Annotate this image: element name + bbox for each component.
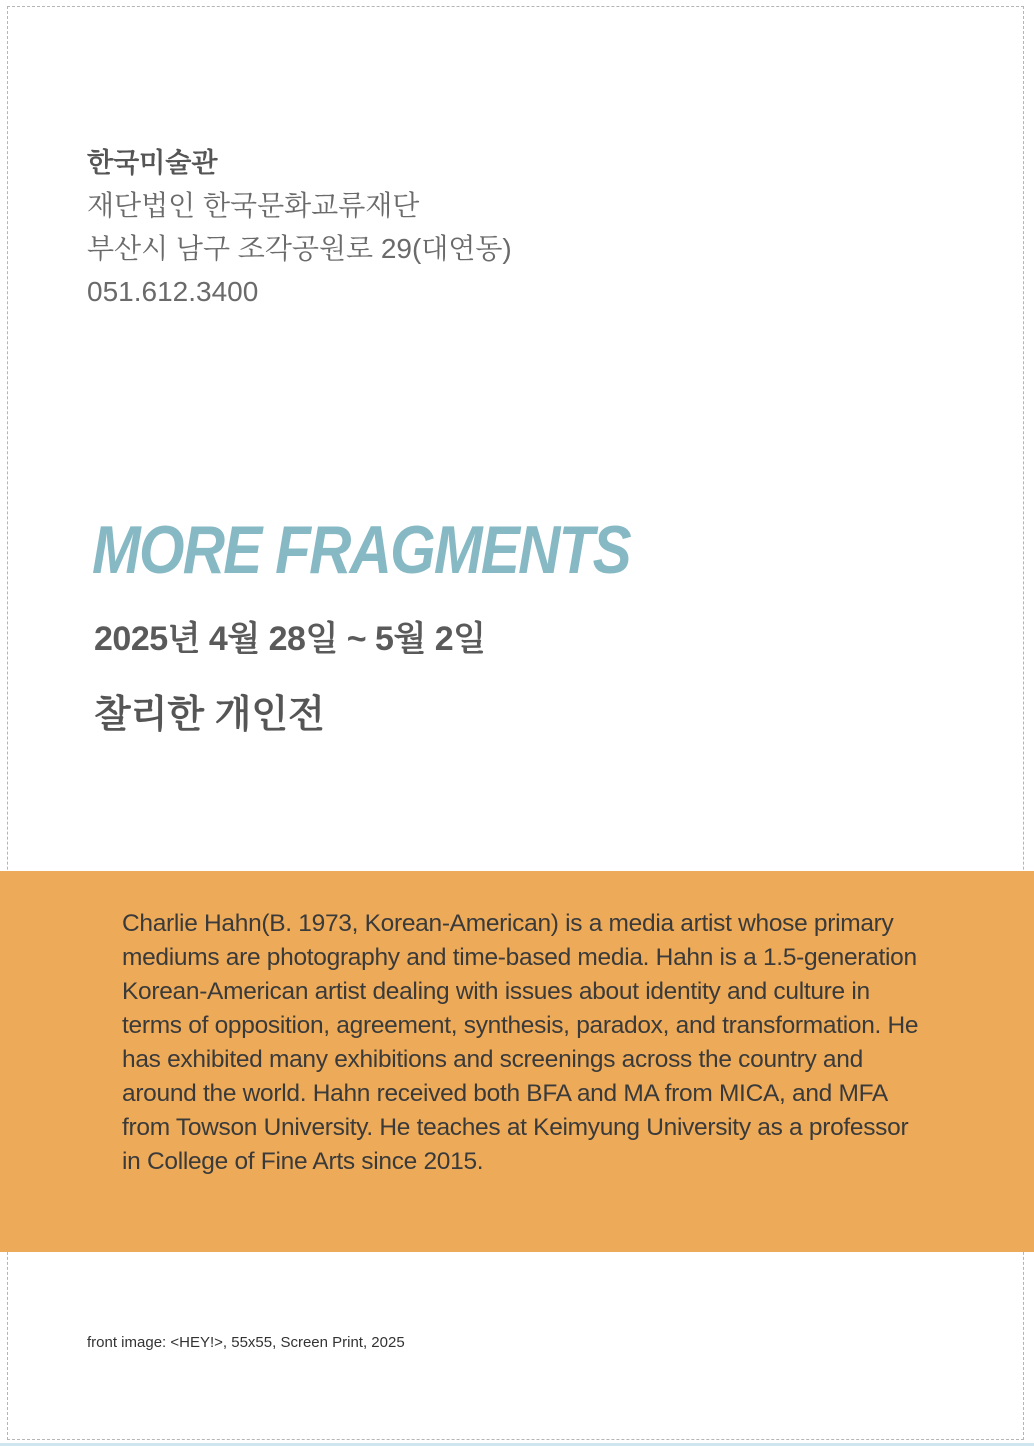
exhibition-dates: 2025년 4월 28일 ~ 5월 2일 (94, 620, 486, 658)
artist-bio-text: Charlie Hahn(B. 1973, Korean-American) is a media artist whose primary mediums are photography and time-based media. Hahn is a 1.5-generation Korean-American artist dealing with issues about identity and culture in terms of opposition, agreement, synthesis, paradox, and transformation. He has exhibited many exhibitions and screenings across the country and around the world. Hahn received both BFA and MA from MICA, and MFA from Towson University. He teaches at Keimyung University as a professor in College of Fine Arts since 2015. (122, 910, 919, 1175)
venue-phone: 051.612.3400 (87, 276, 259, 307)
venue-organization: 재단법인 한국문화교류재단 (87, 190, 420, 221)
exhibition-title: MORE FRAGMENTS (92, 512, 630, 588)
exhibition-subtitle: 찰리한 개인전 (94, 694, 325, 736)
artist-bio-band (0, 871, 1034, 1252)
venue-address: 부산시 남구 조각공원로 29(대연동) (87, 233, 512, 264)
venue-info (87, 142, 687, 313)
venue-name: 한국미술관 (87, 148, 218, 178)
image-credit: front image: <HEY!>, 55x55, Screen Print, 2025 (87, 1334, 405, 1351)
